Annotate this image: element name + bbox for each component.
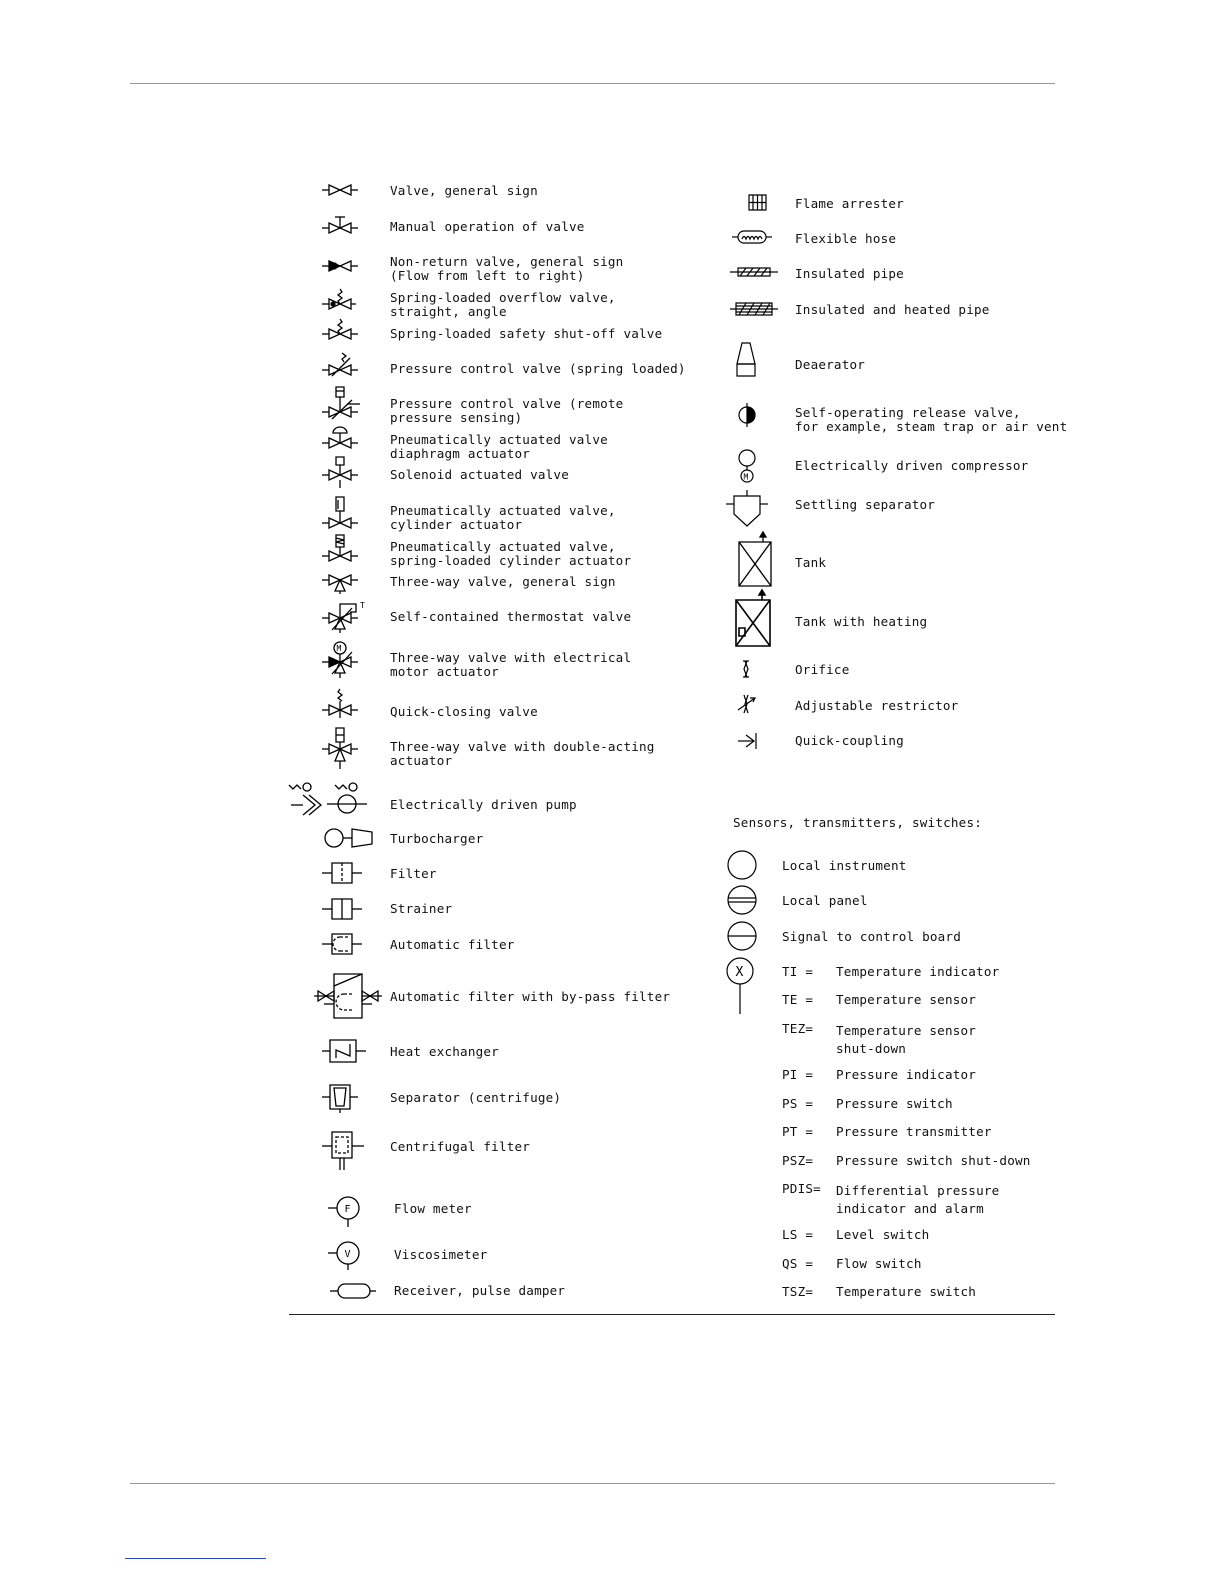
compressor-motor-letter: M [743,472,749,482]
desc-ti: Temperature indicator [836,964,1000,979]
label-automatic-filter: Automatic filter [390,937,515,952]
motor-letter: M [336,644,342,653]
label-flow-meter: Flow meter [394,1201,472,1216]
label-solenoid-valve: Solenoid actuated valve [390,467,569,482]
solenoid-valve-icon [322,455,358,489]
label-flame-arrester: Flame arrester [795,196,904,211]
desc-te: Temperature sensor [836,992,977,1007]
tank-heating-icon [734,590,774,648]
label-manual-valve: Manual operation of valve [390,219,585,234]
desc-pdis: Differential pressure indicator and alarm [836,1183,1000,1216]
desc-pi: Pressure indicator [836,1067,977,1082]
automatic-filter-bypass-icon [314,970,382,1022]
code-ti: TI = [782,964,814,979]
code-ls: LS = [782,1227,814,1242]
pressure-control-valve-remote-icon [322,386,362,420]
label-automatic-filter-bypass: Automatic filter with by-pass filter [390,989,671,1004]
label-receiver: Receiver, pulse damper [394,1283,566,1298]
label-flexible-hose: Flexible hose [795,231,897,246]
footer-link-underline[interactable] [125,1558,266,1559]
label-pcv-spring: Pressure control valve (spring loaded) [390,361,686,376]
three-way-motor-valve-icon [322,640,362,680]
spring-overflow-valve-icon [322,288,358,314]
label-tank: Tank [795,555,827,570]
code-qs: QS = [782,1256,814,1271]
local-instrument-icon [726,849,758,881]
desc-ls: Level switch [836,1227,930,1242]
label-valve-general: Valve, general sign [390,183,538,198]
manual-valve-icon [322,214,358,236]
code-tsz: TSZ= [782,1284,814,1299]
local-panel-icon [726,884,758,916]
quick-closing-valve-icon [322,688,358,722]
automatic-filter-icon [322,932,362,956]
label-pump: Electrically driven pump [390,797,577,812]
label-pneumatic-spring-cylinder: Pneumatically actuated valve, spring-loaded cylinder actuator [390,539,632,568]
label-viscosimeter: Viscosimeter [394,1247,488,1262]
desc-ps: Pressure switch [836,1096,953,1111]
flow-meter-icon [326,1194,366,1230]
label-pcv-remote: Pressure control valve (remote pressure sensing) [390,396,624,425]
label-quick-coupling: Quick-coupling [795,733,904,748]
label-spring-overflow-valve: Spring-loaded overflow valve, straight, angle [390,290,616,319]
code-tez: TEZ= [782,1021,814,1036]
separator-icon [322,1083,366,1115]
pneumatic-cylinder-valve-icon [322,496,358,530]
code-pdis: PDIS= [782,1181,821,1196]
adjustable-restrictor-icon [736,693,758,715]
label-local-instrument: Local instrument [782,858,907,873]
label-local-panel: Local panel [782,893,868,908]
label-three-way-motor: Three-way valve with electrical motor actuator [390,650,632,679]
spring-safety-valve-icon [322,318,358,342]
label-separator: Separator (centrifuge) [390,1090,562,1105]
label-thermostat-valve: Self-contained thermostat valve [390,609,632,624]
header-rule [130,83,1055,84]
visc-letter: V [344,1249,351,1260]
viscosimeter-icon [326,1240,366,1272]
sensor-tag-icon [726,956,758,1016]
orifice-icon [737,659,757,679]
label-filter: Filter [390,866,437,881]
label-tank-heating: Tank with heating [795,614,928,629]
non-return-valve-icon [322,258,358,274]
code-pt: PT = [782,1124,814,1139]
label-quick-closing: Quick-closing valve [390,704,538,719]
tank-icon [737,532,773,588]
label-three-way-valve: Three-way valve, general sign [390,574,616,589]
quick-coupling-icon [738,732,760,750]
deaerator-icon [735,342,759,378]
desc-pt: Pressure transmitter [836,1124,992,1139]
code-te: TE = [782,992,814,1007]
pneumatic-spring-cylinder-valve-icon [322,534,358,564]
release-valve-icon [738,403,760,427]
three-way-double-acting-valve-icon [322,727,358,771]
label-deaerator: Deaerator [795,357,866,372]
receiver-icon [330,1281,378,1301]
label-adjustable-restrictor: Adjustable restrictor [795,698,959,713]
pneumatic-diaphragm-valve-icon [322,426,358,450]
label-spring-safety-valve: Spring-loaded safety shut-off valve [390,326,663,341]
strainer-icon [322,897,362,921]
desc-qs: Flow switch [836,1256,922,1271]
footer-rule [130,1483,1055,1484]
desc-tsz: Temperature switch [836,1284,977,1299]
label-strainer: Strainer [390,901,453,916]
pressure-control-valve-spring-icon [322,352,358,378]
flow-letter: F [344,1204,351,1215]
compressor-icon [736,449,760,485]
label-insulated-heated-pipe: Insulated and heated pipe [795,302,990,317]
label-pneumatic-diaphragm: Pneumatically actuated valve diaphragm actuator [390,432,608,461]
label-centrifugal-filter: Centrifugal filter [390,1139,531,1154]
legend-bottom-rule [289,1314,1055,1315]
signal-control-board-icon [726,920,758,952]
valve-icon [322,182,358,198]
label-settling-separator: Settling separator [795,497,936,512]
sensor-letter: X [735,965,744,980]
label-three-way-double: Three-way valve with double-acting actuator [390,739,655,768]
turbocharger-icon [322,826,378,850]
desc-tez: Temperature sensor shut-down [836,1023,977,1056]
label-orifice: Orifice [795,662,850,677]
filter-icon [322,861,362,885]
insulated-heated-pipe-icon [730,299,778,319]
label-turbocharger: Turbocharger [390,831,484,846]
sensors-heading: Sensors, transmitters, switches: [733,815,983,830]
label-heat-exchanger: Heat exchanger [390,1044,499,1059]
insulated-pipe-icon [730,265,778,279]
label-non-return-valve: Non-return valve, general sign (Flow from left to right) [390,254,624,283]
pump-icon [287,781,371,815]
centrifugal-filter-icon [322,1128,366,1172]
desc-psz: Pressure switch shut-down [836,1153,1031,1168]
flexible-hose-icon [732,229,772,245]
thermostat-valve-icon [322,598,366,634]
three-way-valve-icon [322,570,358,594]
code-psz: PSZ= [782,1153,814,1168]
thermostat-letter: T [360,601,365,610]
label-pneumatic-cylinder: Pneumatically actuated valve, cylinder actuator [390,503,616,532]
flame-arrester-icon [748,194,768,212]
label-insulated-pipe: Insulated pipe [795,266,904,281]
label-signal-control-board: Signal to control board [782,929,961,944]
heat-exchanger-icon [322,1038,366,1064]
code-pi: PI = [782,1067,814,1082]
code-ps: PS = [782,1096,814,1111]
settling-separator-icon [726,490,770,530]
label-release-valve: Self-operating release valve, for example, steam trap or air vent [795,405,1068,434]
label-compressor: Electrically driven compressor [795,458,1029,473]
